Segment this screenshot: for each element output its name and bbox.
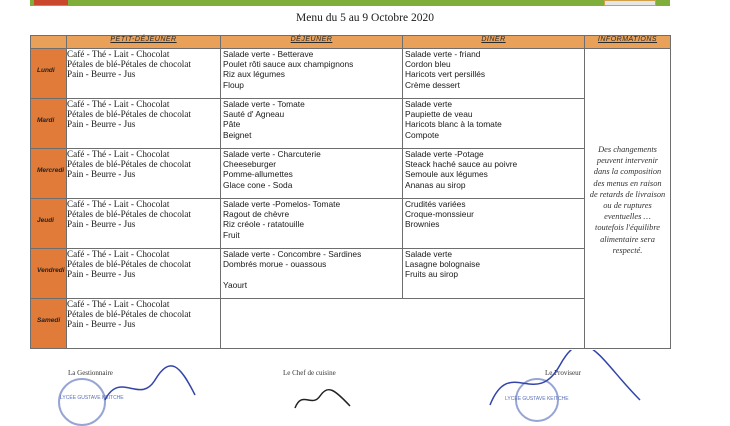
day-label-cell [31,249,67,299]
breakfast-item: Pétales de blé-Pétales de chocolat [67,209,191,220]
signature-label-center: Le Chef de cuisine [283,369,336,377]
lunch-cell [221,199,403,249]
day-label: Vendredi [37,267,65,274]
dinner-item: Compote [405,129,439,140]
signature-scribble-left [100,360,200,410]
lunch-item: Beignet [223,129,252,140]
breakfast-item: Café - Thé - Lait - Chocolat [67,49,170,59]
dinner-item: Salade verte - friand [405,49,481,59]
breakfast-item: Pétales de blé-Pétales de chocolat [67,259,191,270]
dinner-cell [403,99,585,149]
breakfast-item: Café - Thé - Lait - Chocolat [67,99,170,109]
breakfast-item: Café - Thé - Lait - Chocolat [67,149,170,159]
menu-row [31,199,671,249]
breakfast-item: Pain - Beurre - Jus [67,169,136,180]
lunch-item: Riz créole - ratatouille [223,219,304,230]
menu-row [31,49,671,99]
signature-label-left: La Gestionnaire [68,369,113,377]
lunch-item: Salade verte - Betterave [223,49,314,59]
dinner-item: Salade verte -Potage [405,149,484,159]
breakfast-cell [67,249,221,299]
dinner-item: Haricots blanc à la tomate [405,119,502,130]
lunch-item: Salade verte -Pomelos- Tomate [223,199,341,209]
menu-row [31,249,671,299]
day-label-cell [31,99,67,149]
breakfast-cell [67,49,221,99]
dinner-cell [403,149,585,199]
col-header-lunch: DÉJEUNER [221,36,403,49]
breakfast-item: Pain - Beurre - Jus [67,269,136,280]
dinner-item: Cordon bleu [405,59,451,70]
school-logo-left [34,0,68,5]
dinner-item: Salade verte [405,99,453,109]
dinner-item: Fruits au sirop [405,269,459,280]
stamp-text-left: LYCÉE GUSTAVE KEITCHE [60,395,124,401]
col-header-dinner: DINER [403,36,585,49]
breakfast-item: Pétales de blé-Pétales de chocolat [67,159,191,170]
breakfast-item: Pétales de blé-Pétales de chocolat [67,109,191,120]
breakfast-cell [67,149,221,199]
school-logo-right [604,0,656,6]
lunch-item: Dombrés morue - ouassous [223,259,327,270]
lunch-item: Sauté d' Agneau [223,109,285,120]
breakfast-cell [67,199,221,249]
dinner-item: Haricots vert persillés [405,69,486,80]
lunch-cell [221,299,585,349]
dinner-item: Brownies [405,219,440,230]
day-label-cell [31,49,67,99]
breakfast-cell [67,99,221,149]
breakfast-item: Pain - Beurre - Jus [67,119,136,130]
day-label-cell [31,199,67,249]
dinner-item: Steack haché sauce au poivre [405,159,518,170]
header-banner [30,0,670,6]
breakfast-item: Pétales de blé-Pétales de chocolat [67,309,191,320]
menu-row [31,99,671,149]
lunch-item: Glace cone - Soda [223,179,293,190]
dinner-item: Ananas au sirop [405,179,466,190]
dinner-item: Paupiette de veau [405,109,473,120]
lunch-item: Ragout de chèvre [223,209,290,220]
breakfast-item: Café - Thé - Lait - Chocolat [67,249,170,259]
dinner-cell [403,199,585,249]
information-notice: Des changements peuvent intervenir dans la composition des menus en raison de retards de livraison ou de ruptures eventuelles … toutefois l'équilibre alimentaire sera respecté. [589,145,666,255]
lunch-item: Pomme-allumettes [223,169,293,180]
signature-scribble-center [290,388,360,410]
signature-scribble-right [480,350,650,410]
menu-row [31,299,671,349]
dinner-item: Croque-monssieur [405,209,474,220]
dinner-item: Salade verte [405,249,453,259]
day-label-cell [31,149,67,199]
col-header-breakfast: PETIT-DÉJEUNER [67,36,221,49]
lunch-item: Fruit [223,229,240,240]
corner-cell [31,36,67,49]
weekly-menu-table [30,35,671,349]
lunch-item: Riz aux légumes [223,69,285,80]
col-header-information: INFORMATIONS [585,36,671,49]
lunch-item: Cheeseburger [223,159,277,170]
information-cell [585,49,671,349]
stamp-text-right: LYCÉE GUSTAVE KEITCHE [505,396,569,402]
breakfast-item: Pain - Beurre - Jus [67,69,136,80]
menu-row [31,149,671,199]
lunch-cell [221,149,403,199]
lunch-cell [221,249,403,299]
dinner-item: Crème dessert [405,79,460,90]
lunch-item: Salade verte - Tomate [223,99,305,109]
day-label: Jeudi [37,217,54,224]
day-label: Samedi [37,317,61,324]
breakfast-item: Pétales de blé-Pétales de chocolat [67,59,191,70]
dinner-cell [403,49,585,99]
lunch-item: Salade verte - Charcuterie [223,149,321,159]
lunch-item: Floup [223,79,244,90]
day-label-cell [31,299,67,349]
dinner-item: Semoule aux légumes [405,169,488,180]
lunch-item: Salade verte - Concombre - Sardines [223,249,362,259]
lunch-cell [221,49,403,99]
breakfast-item: Café - Thé - Lait - Chocolat [67,299,170,309]
lunch-item [221,269,402,279]
lunch-item: Yaourt [223,279,248,290]
signature-label-right: Le Proviseur [545,369,581,377]
lunch-cell [221,99,403,149]
day-label: Mercredi [37,167,65,174]
dinner-cell [403,249,585,299]
dinner-item: Crudités variées [405,199,466,209]
breakfast-cell [67,299,221,349]
official-stamp-left [58,378,106,426]
breakfast-item: Pain - Beurre - Jus [67,319,136,330]
dinner-item: Lasagne bolognaise [405,259,480,270]
day-label: Lundi [37,67,55,74]
menu-date-title: Menu du 5 au 9 Octobre 2020 [296,12,434,24]
day-label: Mardi [37,117,55,124]
breakfast-item: Café - Thé - Lait - Chocolat [67,199,170,209]
lunch-item: Poulet rôti sauce aux champignons [223,59,354,70]
breakfast-item: Pain - Beurre - Jus [67,219,136,230]
lunch-item: Pâte [223,119,241,130]
